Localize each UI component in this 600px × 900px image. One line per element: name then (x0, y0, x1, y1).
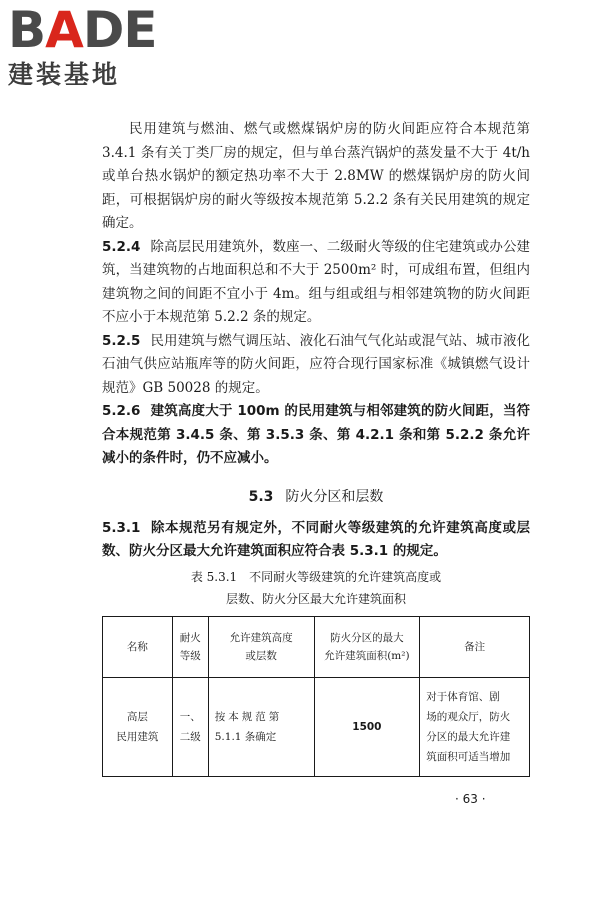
header-note: 备注 (420, 616, 530, 677)
table-caption (102, 566, 530, 610)
clause-text: 除高层民用建筑外，数座一、二级耐火等级的住宅建筑或办公建筑，当建筑物的占地面积总和不大于 2500m² 时，可成组布置，但组内建筑物之间的间距不宜小于 4m。组与组或组与相邻建筑物的防火间距不应小于本规范第 5.2.2 条的规定。 (102, 238, 530, 325)
cell-grade: 一、 二级 (172, 677, 208, 776)
clause-number: 5.3.1 (102, 519, 141, 536)
intro-paragraph: 民用建筑与燃油、燃气或燃煤锅炉房的防火间距应符合本规范第 3.4.1 条有关丁类厂房的规定，但与单台蒸汽锅炉的蒸发量不大于 4t/h 或单台热水锅炉的额定热功率不大于 2.8MW 的燃煤锅炉房的防火间距，可根据锅炉房的耐火等级按本规范第 5.2.2 条有关民用建筑的规定确定。 (102, 121, 530, 231)
logo-subtitle: 建装基地 (8, 60, 121, 89)
brand-logo (8, 1, 157, 90)
section-number: 5.3 (248, 488, 274, 505)
page-number: · 63 · (455, 792, 486, 806)
clause-number: 5.2.6 (102, 403, 141, 419)
cell-name: 高层 民用建筑 (103, 677, 173, 776)
page-body (102, 118, 530, 777)
header-height: 允许建筑高度 或层数 (208, 616, 314, 677)
clause-number: 5.2.4 (102, 238, 141, 255)
cell-note: 对于体育馆、剧 场的观众厅，防火 分区的最大允许建 筑面积可适当增加 (420, 677, 530, 776)
logo-wordmark: BADE (8, 1, 157, 59)
clause-5-2-4 (102, 236, 530, 330)
section-heading (102, 485, 530, 509)
table-caption-line: 层数、防火分区最大允许建筑面积 (225, 591, 406, 606)
table-row (103, 677, 530, 776)
header-area: 防火分区的最大 允许建筑面积(m²) (314, 616, 420, 677)
clause-5-2-6 (102, 400, 530, 471)
clause-text: 民用建筑与燃气调压站、液化石油气气化站或混气站、城市液化石油气供应站瓶库等的防火间距，应符合现行国家标准《城镇燃气设计规范》GB 50028 的规定。 (102, 332, 530, 396)
header-name: 名称 (103, 616, 173, 677)
table-header-row (103, 616, 530, 677)
clause-5-2-5 (102, 330, 530, 401)
clause-5-3-1 (102, 517, 530, 564)
cell-area: 1500 (314, 677, 420, 776)
clause-number: 5.2.5 (102, 332, 141, 349)
section-title: 防火分区和层数 (285, 488, 384, 505)
clause-text: 除本规范另有规定外，不同耐火等级建筑的允许建筑高度或层数、防火分区最大允许建筑面积应符合表 5.3.1 的规定。 (102, 519, 530, 559)
fire-zone-table (102, 616, 530, 777)
clause-text: 建筑高度大于 100m 的民用建筑与相邻建筑的防火间距，当符合本规范第 3.4.5 条、第 3.5.3 条、第 4.2.1 条和第 5.2.2 条允许减小的条件时，仍不应减小。 (102, 403, 530, 466)
header-grade: 耐火 等级 (172, 616, 208, 677)
table-caption-line: 表 5.3.1 不同耐火等级建筑的允许建筑高度或 (190, 569, 442, 584)
cell-height: 按本规范第 5.1.1 条确定 (208, 677, 314, 776)
